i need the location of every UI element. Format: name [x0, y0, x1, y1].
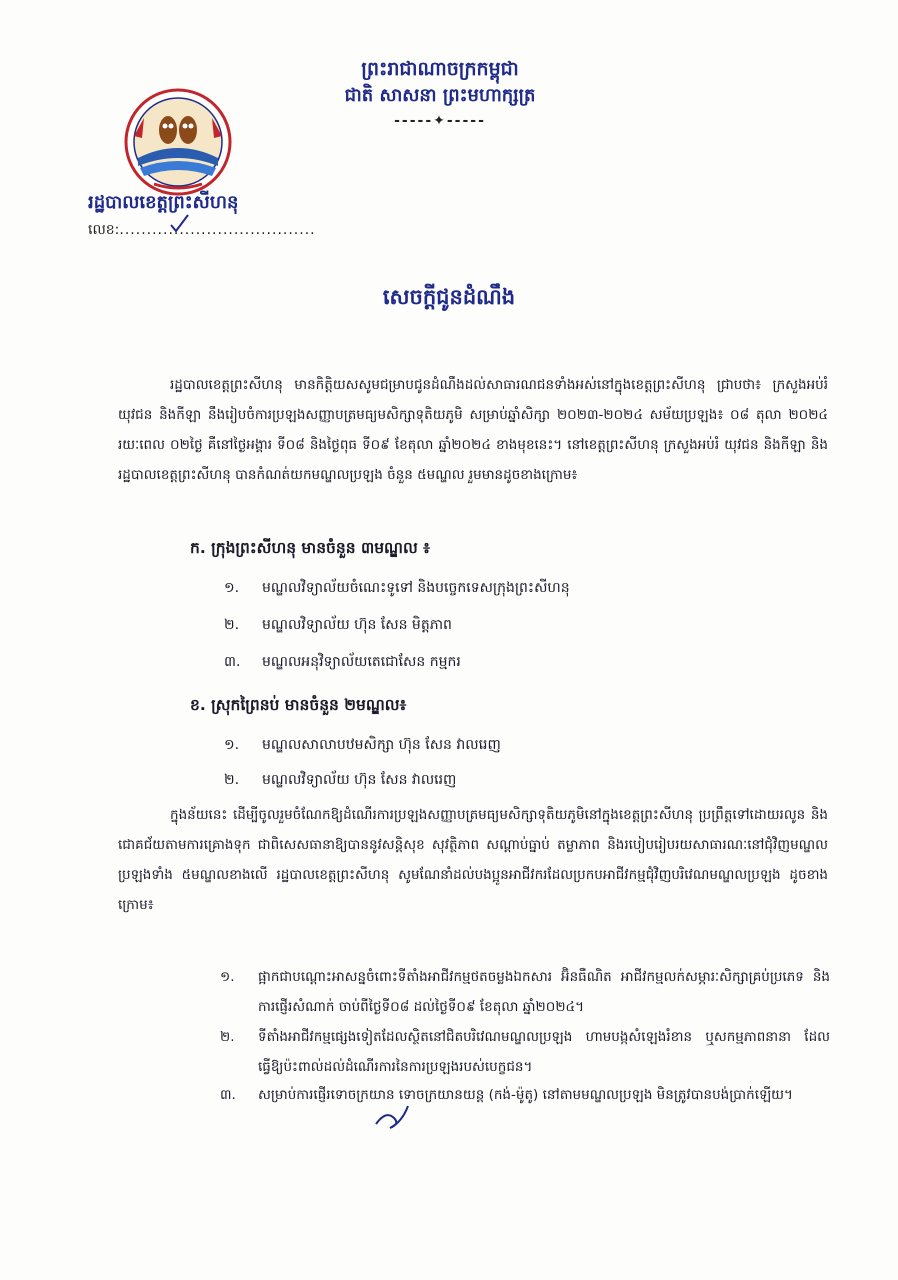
- issuer-name: រដ្ឋបាលខេត្តព្រះសីហនុ: [88, 192, 239, 213]
- intro-paragraph: រដ្ឋបាលខេត្តព្រះសីហនុ មានកិត្តិយសសូមជម្រាបជូនដំណឹងដល់សាធារណជនទាំងអស់នៅក្នុងខេត្តព្រះសីហនុ ជ្រាបថា៖ ក្រសួងអប់រំ យុវជន និងកីឡា នឹងរៀបចំការប្រឡងសញ្ញាបត្រមធ្យមសិក្សាទុតិយភូមិ សម្រាប់ឆ្នាំសិក្សា ២០២៣-២០២៤ សម័យប្រឡង៖ ០៨ តុលា ២០២៤ រយៈពេល ០២ថ្ងៃ គឺនៅថ្ងៃអង្គារ ទី០៨ និងថ្ងៃពុធ ទី០៩ ខែតុលា ឆ្នាំ២០២៤ ខាងមុខនេះ។ នៅខេត្តព្រះសីហនុ ក្រសួងអប់រំ យុវជន និងកីឡា និងរដ្ឋបាលខេត្តព្រះសីហនុ បានកំណត់យកមណ្ឌលប្រឡង ចំនួន ៥មណ្ឌល រួមមានដូចខាងក្រោម៖: [118, 377, 828, 483]
- item-number: ៣.: [220, 1087, 236, 1103]
- item-text: មណ្ឌលវិទ្យាល័យចំណេះទូទៅ និងបច្ចេកទេសក្រុងព្រះសីហនុ: [262, 580, 570, 596]
- list-item: [224, 735, 501, 756]
- item-text: មណ្ឌលអនុវិទ្យាល័យតេជោសែន កម្មករ: [262, 654, 461, 670]
- instruction-item: [220, 962, 830, 1022]
- item-number: ១.: [220, 969, 235, 985]
- check-mark-icon: [168, 212, 190, 234]
- context-paragraph: ក្នុងន័យនេះ ដើម្បីចូលរួមចំណែកឱ្យដំណើរការប្រឡងសញ្ញាបត្រមធ្យមសិក្សាទុតិយភូមិនៅក្នុងខេត្តព្រះសីហនុ ប្រព្រឹត្តទៅដោយរលូន និងជោគជ័យតាមការគ្រោងទុក ជាពិសេសធានាឱ្យបាននូវសន្តិសុខ សុវត្ថិភាព សណ្តាប់ធ្នាប់ តម្លាភាព និងរបៀបរៀបរយសាធារណៈនៅជុំវិញមណ្ឌលប្រឡងទាំង ៥មណ្ឌលខាងលើ រដ្ឋបាលខេត្តព្រះសីហនុ សូមណែនាំដល់បងប្អូនអាជីវករដែលប្រកបអាជីវកម្មជុំវិញបរិវេណមណ្ឌលប្រឡង ដូចខាងក្រោម៖: [118, 807, 828, 913]
- item-text: សម្រាប់ការផ្ញើរទោចក្រយាន ទោចក្រយានយន្ត (កង់-ម៉ូតូ) នៅតាមមណ្ឌលប្រឡង មិនត្រូវបានបង់ប្រាក់ឡើយ។: [258, 1087, 793, 1103]
- reference-label: លេខ:: [88, 222, 120, 238]
- item-number: ២.: [224, 772, 240, 788]
- instruction-item: [220, 1080, 830, 1110]
- section-heading-district: ខ. ស្រុកព្រៃនប់ មានចំនួន ២មណ្ឌល៖: [190, 696, 407, 714]
- provincial-seal-icon: [124, 88, 232, 196]
- item-number: ១.: [224, 737, 240, 753]
- section-heading-city: ក. ក្រុងព្រះសីហនុ មានចំនួន ៣មណ្ឌល ៖: [190, 539, 430, 557]
- document-title: សេចក្តីជូនដំណឹង: [382, 285, 516, 309]
- item-text: មណ្ឌលសាលាបឋមសិក្សា ហ៊ុន សែន វាលរេញ: [262, 737, 501, 753]
- national-motto: ជាតិ សាសនា ព្រះមហាក្សត្រ: [344, 85, 536, 106]
- reference-number: [88, 220, 316, 241]
- kingdom-title: ព្រះរាជាណាចក្រកម្ពុជា: [361, 58, 519, 80]
- instruction-item: [220, 1022, 830, 1082]
- item-text: មណ្ឌលវិទ្យាល័យ ហ៊ុន សែន មិត្តភាព: [262, 617, 452, 633]
- national-header: [290, 55, 590, 129]
- reference-dots: ....................................: [119, 222, 316, 238]
- item-number: ២.: [220, 1029, 235, 1045]
- header-ornament: -----✦-----: [394, 113, 486, 129]
- item-number: ៣.: [224, 654, 241, 670]
- item-number: ១.: [224, 580, 240, 596]
- list-item: [224, 652, 461, 673]
- list-item: [224, 615, 452, 636]
- item-text: ផ្អាកជាបណ្តោះអាសន្នចំពោះទីតាំងអាជីវកម្មថតចម្លងឯកសារ អ៊ិនធឺណិត អាជីវកម្មលក់សម្ភារៈសិក្សាគ្រប់ប្រភេទ និងការផ្ញើរសំណាក់ ចាប់ពីថ្ងៃទី០៨ ដល់ថ្ងៃទី០៩ ខែតុលា ឆ្នាំ២០២៤។: [258, 969, 830, 1015]
- list-item: [224, 578, 570, 599]
- item-text: មណ្ឌលវិទ្យាល័យ ហ៊ុន សែន វាលរេញ: [262, 772, 457, 788]
- initial-signature-icon: [372, 1102, 412, 1132]
- item-text: ទីតាំងអាជីវកម្មផ្សេងទៀតដែលស្ថិតនៅជិតបរិវេណមណ្ឌលប្រឡង ហាមបង្កសំឡេងរំខាន ឬសកម្មភាពនានា ដែលធ្វើឱ្យប៉ះពាល់ដល់ដំណើរការនៃការប្រឡងរបស់បេក្ខជន។: [258, 1029, 830, 1075]
- list-item: [224, 770, 456, 791]
- item-number: ២.: [224, 617, 240, 633]
